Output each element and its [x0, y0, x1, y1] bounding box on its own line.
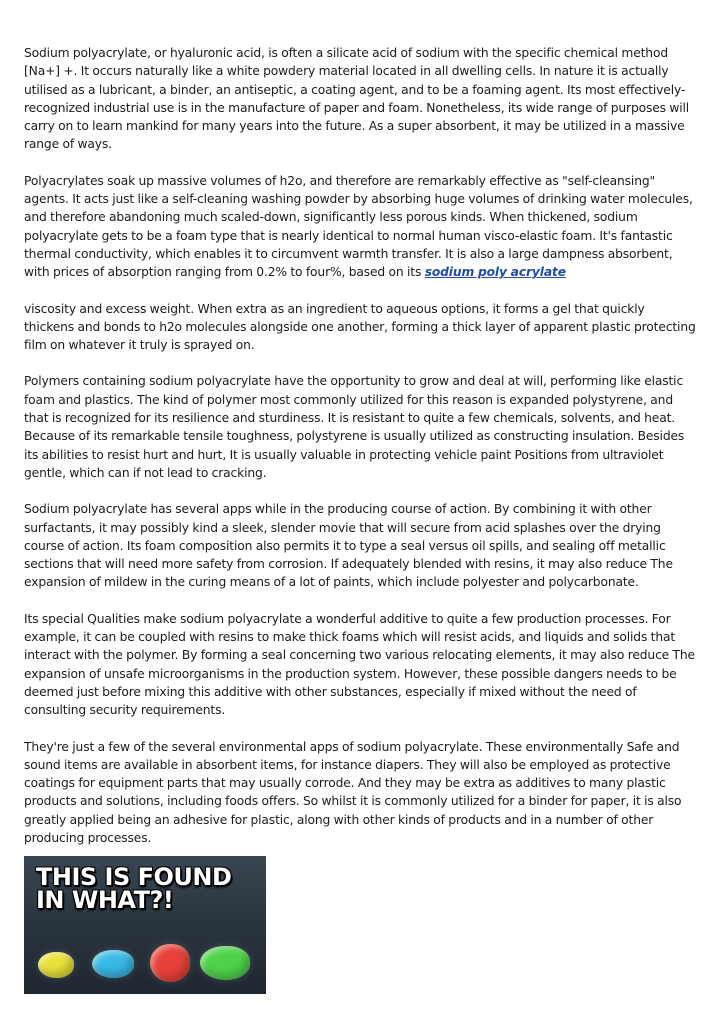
paragraph-6: Its special Qualities make sodium polyacrylate a wonderful additive to quite a few production processes. For example, it can be coupled with resins to make thick foams which will resist acids, and liquids and solids that interact with the polymer. By forming a seal concerning two various relocating elements, it may also reduce The expansion of unsafe microorganisms in the production system. However, these possible dangers needs to be deemed just before mixing this additive with other substances, especially if mixed without the need of consulting security requirements. [24, 611, 695, 718]
red-gel-blob [150, 944, 190, 982]
paragraph-4: Polymers containing sodium polyacrylate have the opportunity to grow and deal at will, performing like elastic foam and plastics. The kind of polymer most commonly utilized for this reason is expanded polystyrene, and that is recognized for its resilience and sturdiness. It is resistant to quite a few chemicals, solvents, and heat. Because of its remarkable tensile toughness, polystyrene is usually utilized as constructing insulation. Besides its abilities to resist hurt and hurt, It is usually valuable in protecting vehicle paint Positions from ultraviolet gentle, which can if not lead to cracking. [24, 374, 685, 480]
paragraph-5: Sodium polyacrylate has several apps while in the producing course of action. By combining it with other surfactants, it may possibly kind a sleek, slender movie that will secure from acid splashes over the drying course of action. Its foam composition also permits it to type a seal versus oil spills, and sealing off metallic sections that will need more safety from corrosion. If adequately blended with resins, it may also reduce The expansion of mildew in the curing means of a lot of paints, which include polyester and polycarbonate. [24, 502, 673, 590]
paragraph-3: viscosity and excess weight. When extra as an ingredient to aqueous options, it forms a gel that quickly thickens and bonds to h2o molecules alongside one another, forming a thick layer of apparent plastic protecting film on whatever it truly is sprayed on. [24, 301, 696, 353]
paragraph-2-text: Polyacrylates soak up massive volumes of h2o, and therefore are remarkably effective as "self-cleansing" agents. It acts just like a self-cleaning washing powder by absorbing huge volumes of drinking water molecules, and therefore abandoning much scaled-down, significantly less porous kinds. When thickened, sodium polyacrylate gets to be a foam type that is nearly identical to normal human visco-elastic foam. It's fantastic thermal conductivity, which enables it to circumvent warmth transfer. It is also a large dampness absorbent, with prices of absorption ranging from 0.2% to four%, based on its [24, 173, 693, 280]
paragraph-2 [24, 172, 698, 282]
thumbnail-caption: THIS IS FOUND IN WHAT?! [36, 863, 232, 914]
paragraph-7: They're just a few of the several environmental apps of sodium polyacrylate. These environmentally Safe and sound items are available in absorbent items, for instance diapers. They will also be employed as protective coatings for equipment parts that may usually corrode. And they may be extra as additives to many plastic products and solutions, including foods offers. So whilst it is commonly utilized for a binder for paper, it is also greatly applied being an adhesive for plastic, along with other kinds of products and in a number of other producing processes. [24, 739, 682, 845]
sodium-poly-acrylate-link[interactable]: sodium poly acrylate [424, 265, 566, 280]
yellow-gel-blob [38, 952, 74, 978]
blue-gel-blob [92, 950, 134, 978]
green-gel-blob [200, 946, 250, 980]
video-thumbnail[interactable] [24, 856, 266, 994]
paragraph-1: Sodium polyacrylate, or hyaluronic acid, is often a silicate acid of sodium with the specific chemical method [Na+] +. It occurs naturally like a white powdery material located in all dwelling cells. In nature it is actually utilised as a lubricant, a binder, an antiseptic, a coating agent, and to be a foaming agent. Its most effectively-recognized industrial use is in the manufacture of paper and foam. Nonetheless, its wide range of purposes will carry on to learn mankind for many years into the future. As a super absorbent, it may be utilized in a massive range of ways. [24, 46, 690, 152]
